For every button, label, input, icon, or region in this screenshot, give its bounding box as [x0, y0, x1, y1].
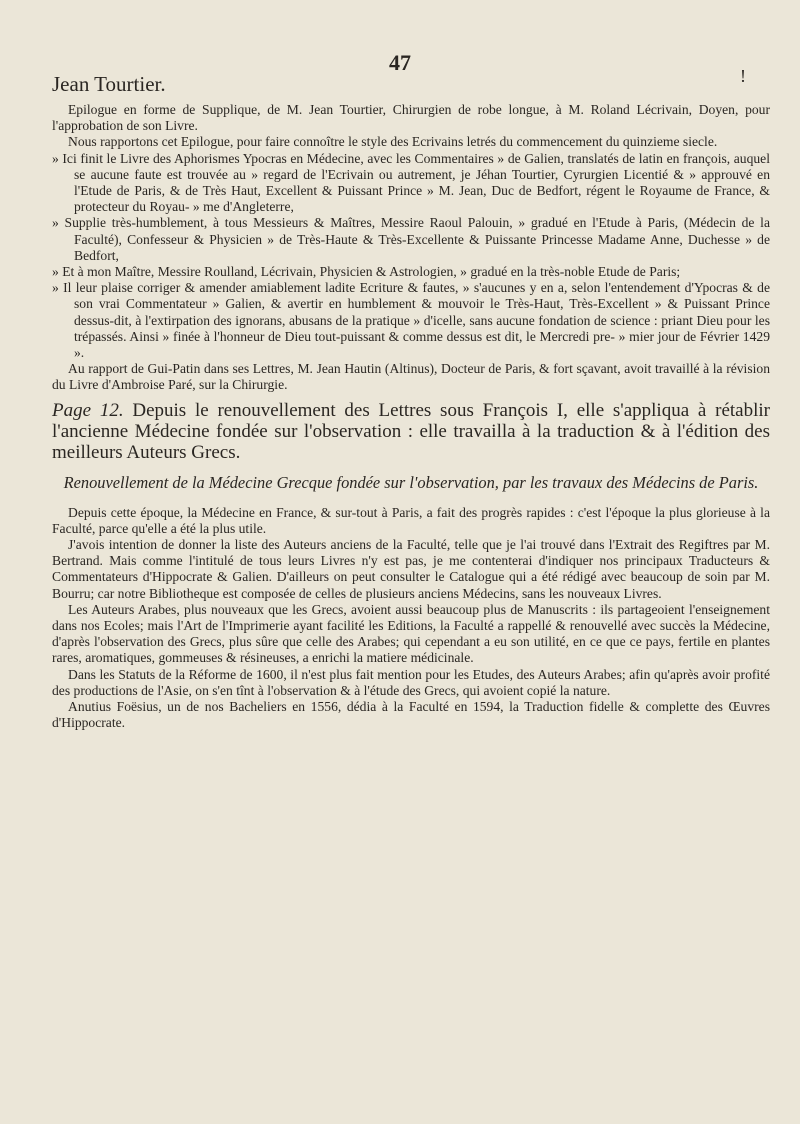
paragraph-epilogue-title: Epilogue en forme de Supplique, de M. Jean Tourtier, Chirurgien de robe longue, à M. Roland Lécrivain, Doyen, pour l'approbation de son Livre.: [52, 102, 770, 134]
quote-paragraph-3: » Et à mon Maître, Messire Roulland, Lécrivain, Physicien & Astrologien, » gradué en la très-noble Etude de Paris;: [52, 264, 681, 280]
paragraph-epoque: Depuis cette époque, la Médecine en France, & sur-tout à Paris, a fait des progrès rapides : c'est l'époque la plus glorieuse à la Faculté, parce qu'elle a été la plus utile.: [52, 504, 770, 536]
page-reference: Page 12.: [52, 399, 124, 421]
paragraph-auteurs-arabes: Les Auteurs Arabes, plus nouveaux que les Grecs, avoient aussi beaucoup plus de Manuscrits : ils partageoient l'enseignement dans nos Ecoles; mais l'Art de l'Imprimerie ayant facilité les Editions, la Faculté a rappellé & renouvellé avec succès la Médecine, d'après l'observation des Grecs, plus sûre que celle des Arabes; qui cependant a eu son utilité, en ce que ce pays, fertile en plantes rares, aromatiques, gommeuses & résineuses, a enrichi la matiere médicinale.: [52, 601, 770, 666]
page-body: [52, 102, 770, 732]
quote-paragraph-4: » Il leur plaise corriger & amender amiablement ladite Ecriture & fautes, » s'aucunes y en a, selon l'entendement d'Ypocras & de son vrai Commentateur » Galien, & avertir en humblement & mouvoir le Très-Haut, Très-Excellent » & Puissant Prince dessus-dit, à l'extirpation des ignorans, abusans de la pratique » d'icelle, sans aucune fondation de science : priant Dieu pour les trépassés. Ainsi » finée à l'honneur de Dieu tout-puissant & comme dessus est dit, le Mercredi pre- » mier jour de Février 1429 ».: [52, 280, 770, 361]
paragraph-intro: Nous rapportons cet Epilogue, pour faire connoître le style des Ecrivains letrés du commencement du quinzieme siecle.: [68, 134, 718, 150]
paragraph-page-12: [52, 400, 770, 463]
quote-paragraph-1: » Ici finit le Livre des Aphorismes Ypocras en Médecine, avec les Commentaires » de Galien, translatés de latin en françois, auquel se aucune faute est trouvée au » regard de l'Ecrivain ou autrement, je Jéhan Tourtier, Cyrurgien Licentié & » approuvé en l'Etude de Paris, & de Très Haut, Excellent & Puissant Prince » M. Jean, Duc de Bedfort, régent le Royaume de France, & protecteur du Royau- » me d'Angleterre,: [52, 150, 770, 215]
quote-paragraph-2: » Supplie très-humblement, à tous Messieurs & Maîtres, Messire Raoul Palouin, » gradué en l'Etude à Paris, (Médecin de la Faculté), Confesseur & Physicien » de Très-Haute & Très-Excellente & Puissante Princesse Madame Anne, Duchesse » de Bedfort,: [52, 215, 770, 263]
paragraph-statuts: Dans les Statuts de la Réforme de 1600, il n'est plus fait mention pour les Etudes, des Auteurs Arabes; afin qu'après avoir profité des productions de l'Asie, on s'en tînt à l'observation & à l'étude des Grecs, qui avoient copié la nature.: [52, 666, 770, 698]
page-number: 47: [389, 50, 411, 75]
margin-mark: !: [740, 66, 746, 86]
paragraph-foesius: Anutius Foësius, un de nos Bacheliers en 1556, dédia à la Faculté en 1594, la Traduction fidelle & complette des Œuvres d'Hippocrate.: [52, 699, 770, 731]
paragraph-page-12-text: Depuis le renouvellement des Lettres sous François I, elle s'appliqua à rétablir l'ancienne Médecine fondée sur l'observation : elle travailla à la traduction & à l'édition des meilleurs Auteurs Grecs.: [52, 399, 770, 463]
paragraph-intention: J'avois intention de donner la liste des Auteurs anciens de la Faculté, telle que je l'ai trouvé dans l'Extrait des Regiftres par M. Bertrand. Mais comme l'intitulé de tous leurs Livres n'y est pas, je me contenterai d'indiquer nos principaux Traducteurs & Commentateurs d'Hippocrate & Galien. D'ailleurs on peut consulter le Catalogue qui a été rédigé avec beaucoup de soin par M. Bourru; car notre Bibliotheque est composée de celles de plusieurs anciens Médecins, sans les nouveaux Livres.: [52, 537, 770, 601]
paragraph-gui-patin: Au rapport de Gui-Patin dans ses Lettres, M. Jean Hautin (Altinus), Docteur de Paris, & fort sçavant, avoit travaillé à la révision du Livre d'Ambroise Paré, sur la Chirurgie.: [52, 361, 770, 393]
page-header: [0, 0, 800, 110]
section-title: Renouvellement de la Médecine Grecque fondée sur l'observation, par les travaux des Médecins de Paris.: [63, 472, 759, 492]
running-head: Jean Tourtier.: [52, 72, 166, 96]
